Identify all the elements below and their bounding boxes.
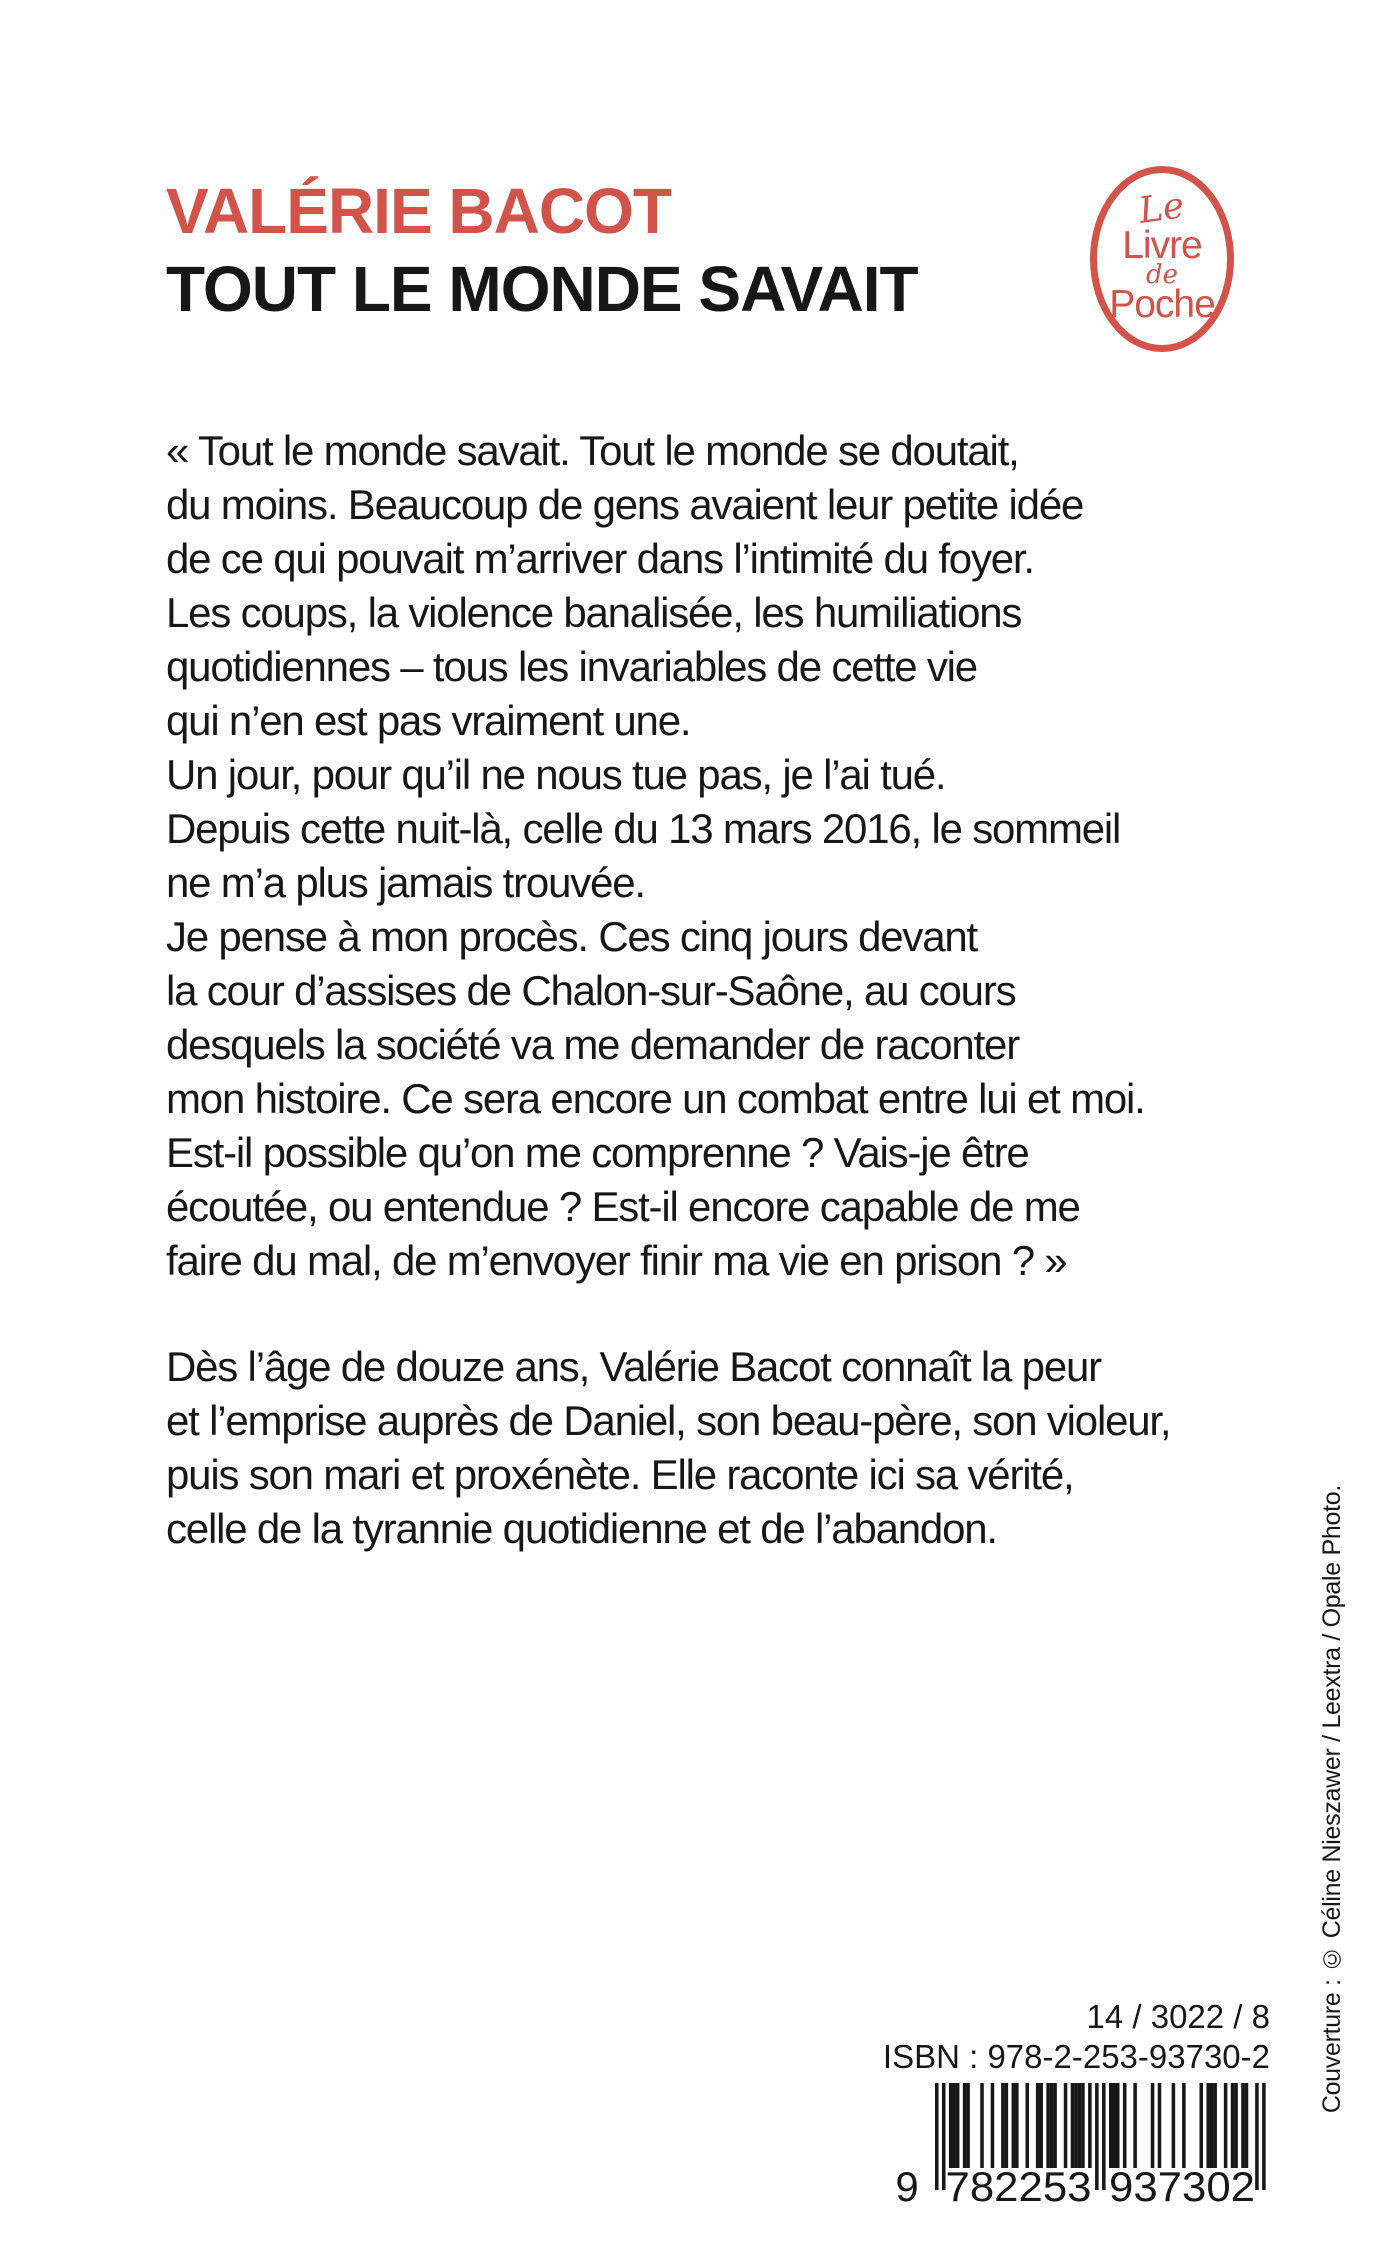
text-line: ne m’a plus jamais trouvée. — [166, 859, 645, 906]
text-line: Est-il possible qu’on me comprenne ? Vais-je être — [166, 1129, 1029, 1176]
text-line: desquels la société va me demander de raconter — [166, 1021, 1019, 1068]
barcode-digits: 782253 — [945, 2163, 1092, 2210]
book-title: TOUT LE MONDE SAVAIT — [166, 253, 918, 325]
logo-livre: Livre — [1122, 223, 1202, 267]
text-line: et l’emprise auprès de Daniel, son beau-père, son violeur, — [166, 1397, 1171, 1444]
ean13-barcode — [880, 2080, 1280, 2210]
synopsis-text — [166, 1340, 1346, 1556]
text-line: quotidiennes – tous les invariables de cette vie — [166, 643, 977, 690]
text-line: Je pense à mon procès. Ces cinq jours devant — [166, 913, 978, 960]
logo-le-script: Le — [1136, 185, 1188, 232]
text-line: faire du mal, de m’envoyer finir ma vie en prison ? » — [166, 1237, 1067, 1284]
text-line: Dès l’âge de douze ans, Valérie Bacot connaît la peur — [166, 1343, 1101, 1390]
text-line: Les coups, la violence banalisée, les humiliations — [166, 589, 1022, 636]
isbn-number: ISBN : 978-2-253-93730-2 — [882, 2038, 1270, 2075]
text-line: « Tout le monde savait. Tout le monde se doutait, — [166, 427, 1019, 474]
text-line: Depuis cette nuit-là, celle du 13 mars 2016, le sommeil — [166, 805, 1121, 852]
text-line: qui n’en est pas vraiment une. — [166, 697, 691, 744]
text-line: celle de la tyrannie quotidienne et de l’abandon. — [166, 1505, 997, 1552]
text-line: écoutée, ou entendue ? Est-il encore capable de me — [166, 1183, 1080, 1230]
logo-poche: Poche — [1109, 282, 1215, 326]
barcode-digits: 937302 — [1109, 2163, 1255, 2210]
edition-number: 14 / 3022 / 8 — [1086, 1998, 1270, 2035]
text-line: puis son mari et proxénète. Elle raconte ici sa vérité, — [166, 1451, 1074, 1498]
text-line: la cour d’assises de Chalon-sur-Saône, au cours — [166, 967, 1016, 1014]
livre-de-poche-logo — [1090, 166, 1234, 352]
text-line: de ce qui pouvait m’arriver dans l’intimité du foyer. — [166, 535, 1034, 582]
text-line: mon histoire. Ce sera encore un combat entre lui et moi. — [166, 1075, 1145, 1122]
barcode-digits: 9 — [895, 2163, 919, 2210]
back-cover-quote — [166, 424, 1326, 1288]
text-line: Un jour, pour qu’il ne nous tue pas, je l’ai tué. — [166, 751, 946, 798]
text-line: du moins. Beaucoup de gens avaient leur petite idée — [166, 481, 1084, 528]
cover-photo-credit: Couverture : © Céline Nieszawer / Leextra / Opale Photo. — [1318, 1484, 1346, 2113]
author-name: VALÉRIE BACOT — [166, 175, 671, 247]
logo-de-script: de — [1145, 259, 1179, 290]
